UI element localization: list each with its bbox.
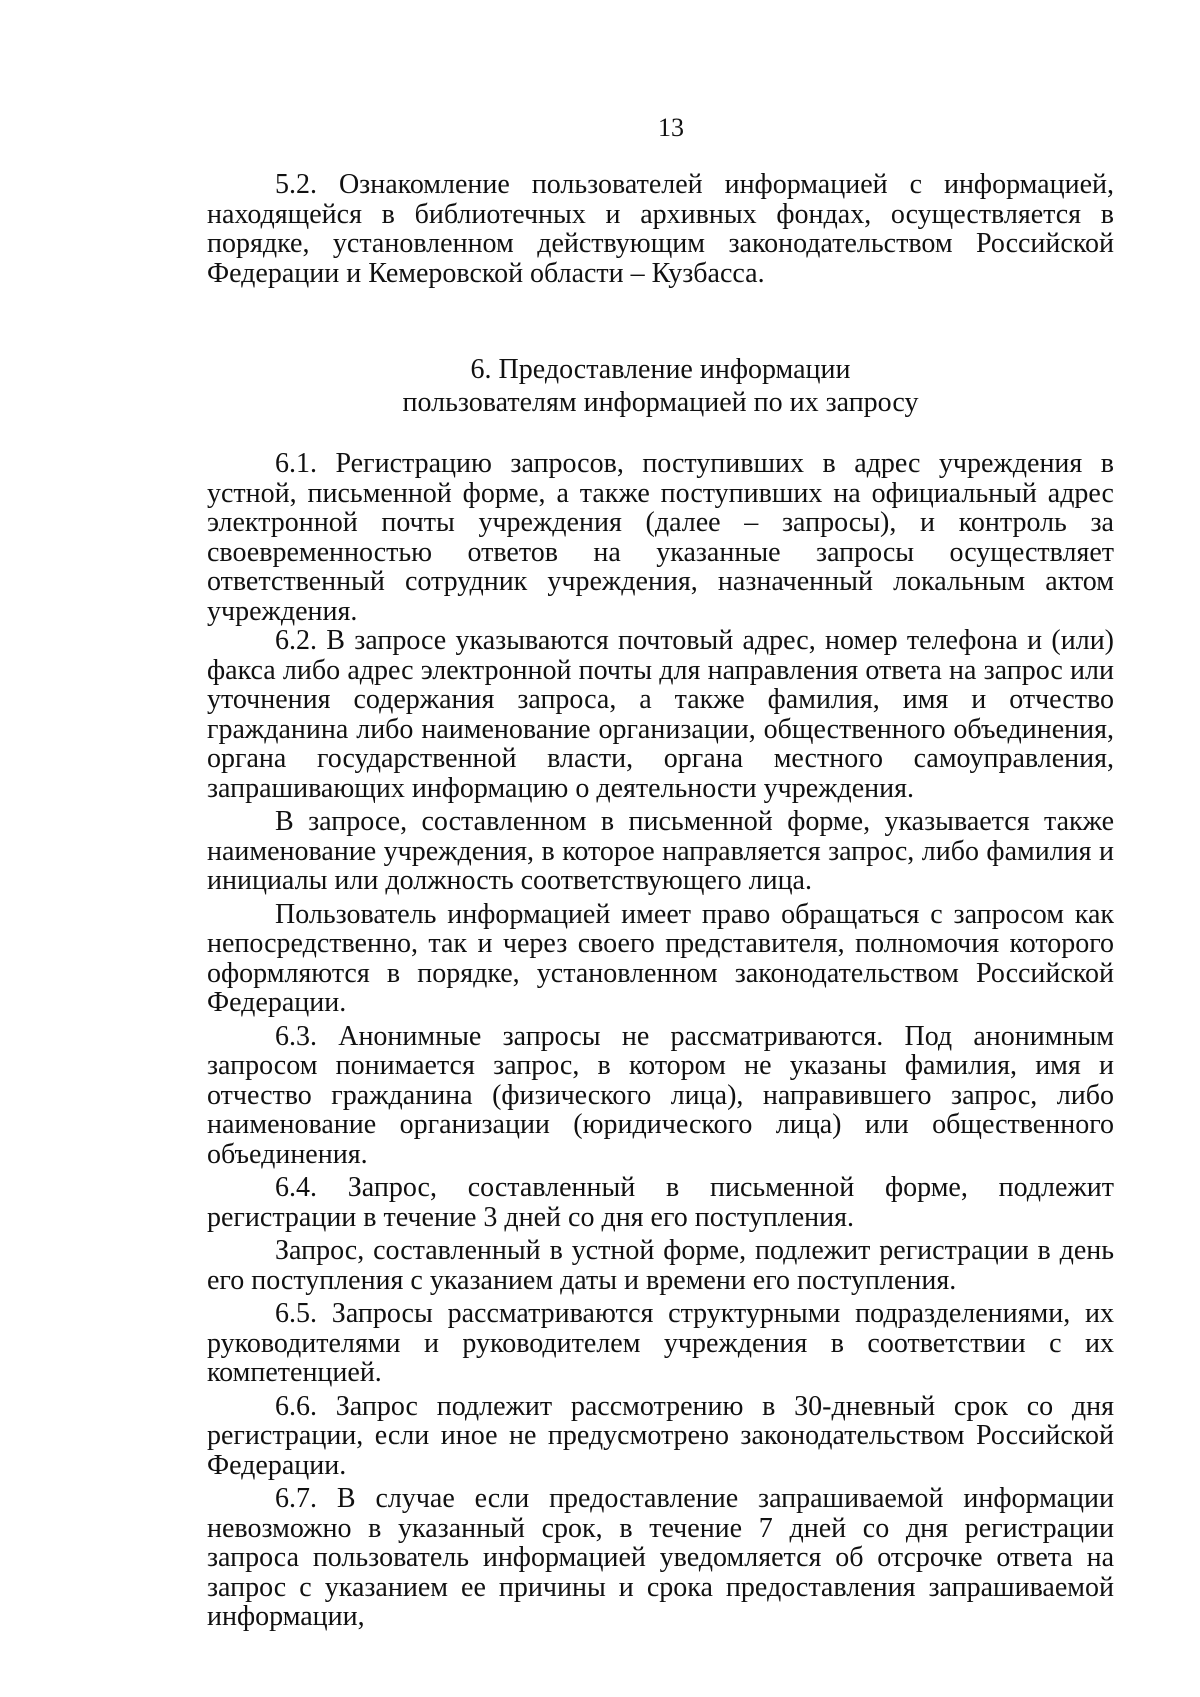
- paragraph-6-5: 6.5. Запросы рассматриваются структурными подразделениями, их руководителями и руководителем учреждения в соответствии с их компетенцией.: [207, 1298, 1114, 1388]
- paragraph-6-2-written-request: В запросе, составленном в письменной форме, указывается также наименование учреждения, в которое направляется запрос, либо фамилия и инициалы или должность соответствующего лица.: [207, 806, 1114, 896]
- page-number: 13: [658, 113, 684, 142]
- paragraph-6-7: 6.7. В случае если предоставление запрашиваемой информации невозможно в указанный срок, в течение 7 дней со дня регистрации запроса пользователь информацией уведомляется об отсрочке ответа на запрос с указанием ее причины и срока предоставления запрашиваемой информации,: [207, 1483, 1114, 1632]
- section-6-heading-line-1: 6. Предоставление информации: [470, 354, 851, 385]
- section-6-heading: [207, 353, 1114, 419]
- paragraph-6-4-oral-request: Запрос, составленный в устной форме, подлежит регистрации в день его поступления с указанием даты и времени его поступления.: [207, 1235, 1114, 1296]
- section-6-heading-line-2: пользователям информацией по их запросу: [402, 387, 919, 418]
- paragraph-6-6: 6.6. Запрос подлежит рассмотрению в 30-дневный срок со дня регистрации, если иное не предусмотрено законодательством Российской Федерации.: [207, 1390, 1114, 1481]
- paragraph-5-2: 5.2. Ознакомление пользователей информацией с информацией, находящейся в библиотечных и архивных фондах, осуществляется в порядке, установленном действующим законодательством Российской Федерации и Кемеровской области – Кузбасса.: [207, 169, 1114, 289]
- paragraph-6-2: 6.2. В запросе указываются почтовый адрес, номер телефона и (или) факса либо адрес электронной почты для направления ответа на запрос или уточнения содержания запроса, а также фамилия, имя и отчество гражданина либо наименование организации, общественного объединения, органа государственной власти, органа местного самоуправления, запрашивающих информацию о деятельности учреждения.: [207, 625, 1114, 804]
- section-5-text: [207, 170, 1114, 288]
- section-6-text: [207, 449, 1114, 1632]
- paragraph-6-4: 6.4. Запрос, составленный в письменной форме, подлежит регистрации в течение 3 дней со дня его поступления.: [207, 1172, 1114, 1233]
- paragraph-6-2-representative: Пользователь информацией имеет право обращаться с запросом как непосредственно, так и через своего представителя, полномочия которого оформляются в порядке, установленном законодательством Российской Федерации.: [207, 898, 1114, 1018]
- paragraph-6-1: 6.1. Регистрацию запросов, поступивших в адрес учреждения в устной, письменной форме, а также поступивших на официальный адрес электронной почты учреждения (далее – запросы), и контроль за своевременностью ответов на указанные запросы осуществляет ответственный сотрудник учреждения, назначенный локальным актом учреждения.: [207, 448, 1114, 627]
- paragraph-6-3: 6.3. Анонимные запросы не рассматриваются. Под анонимным запросом понимается запрос, в котором не указаны фамилия, имя и отчество гражданина (физического лица), направившего запрос, либо наименование организации (юридического лица) или общественного объединения.: [207, 1020, 1114, 1170]
